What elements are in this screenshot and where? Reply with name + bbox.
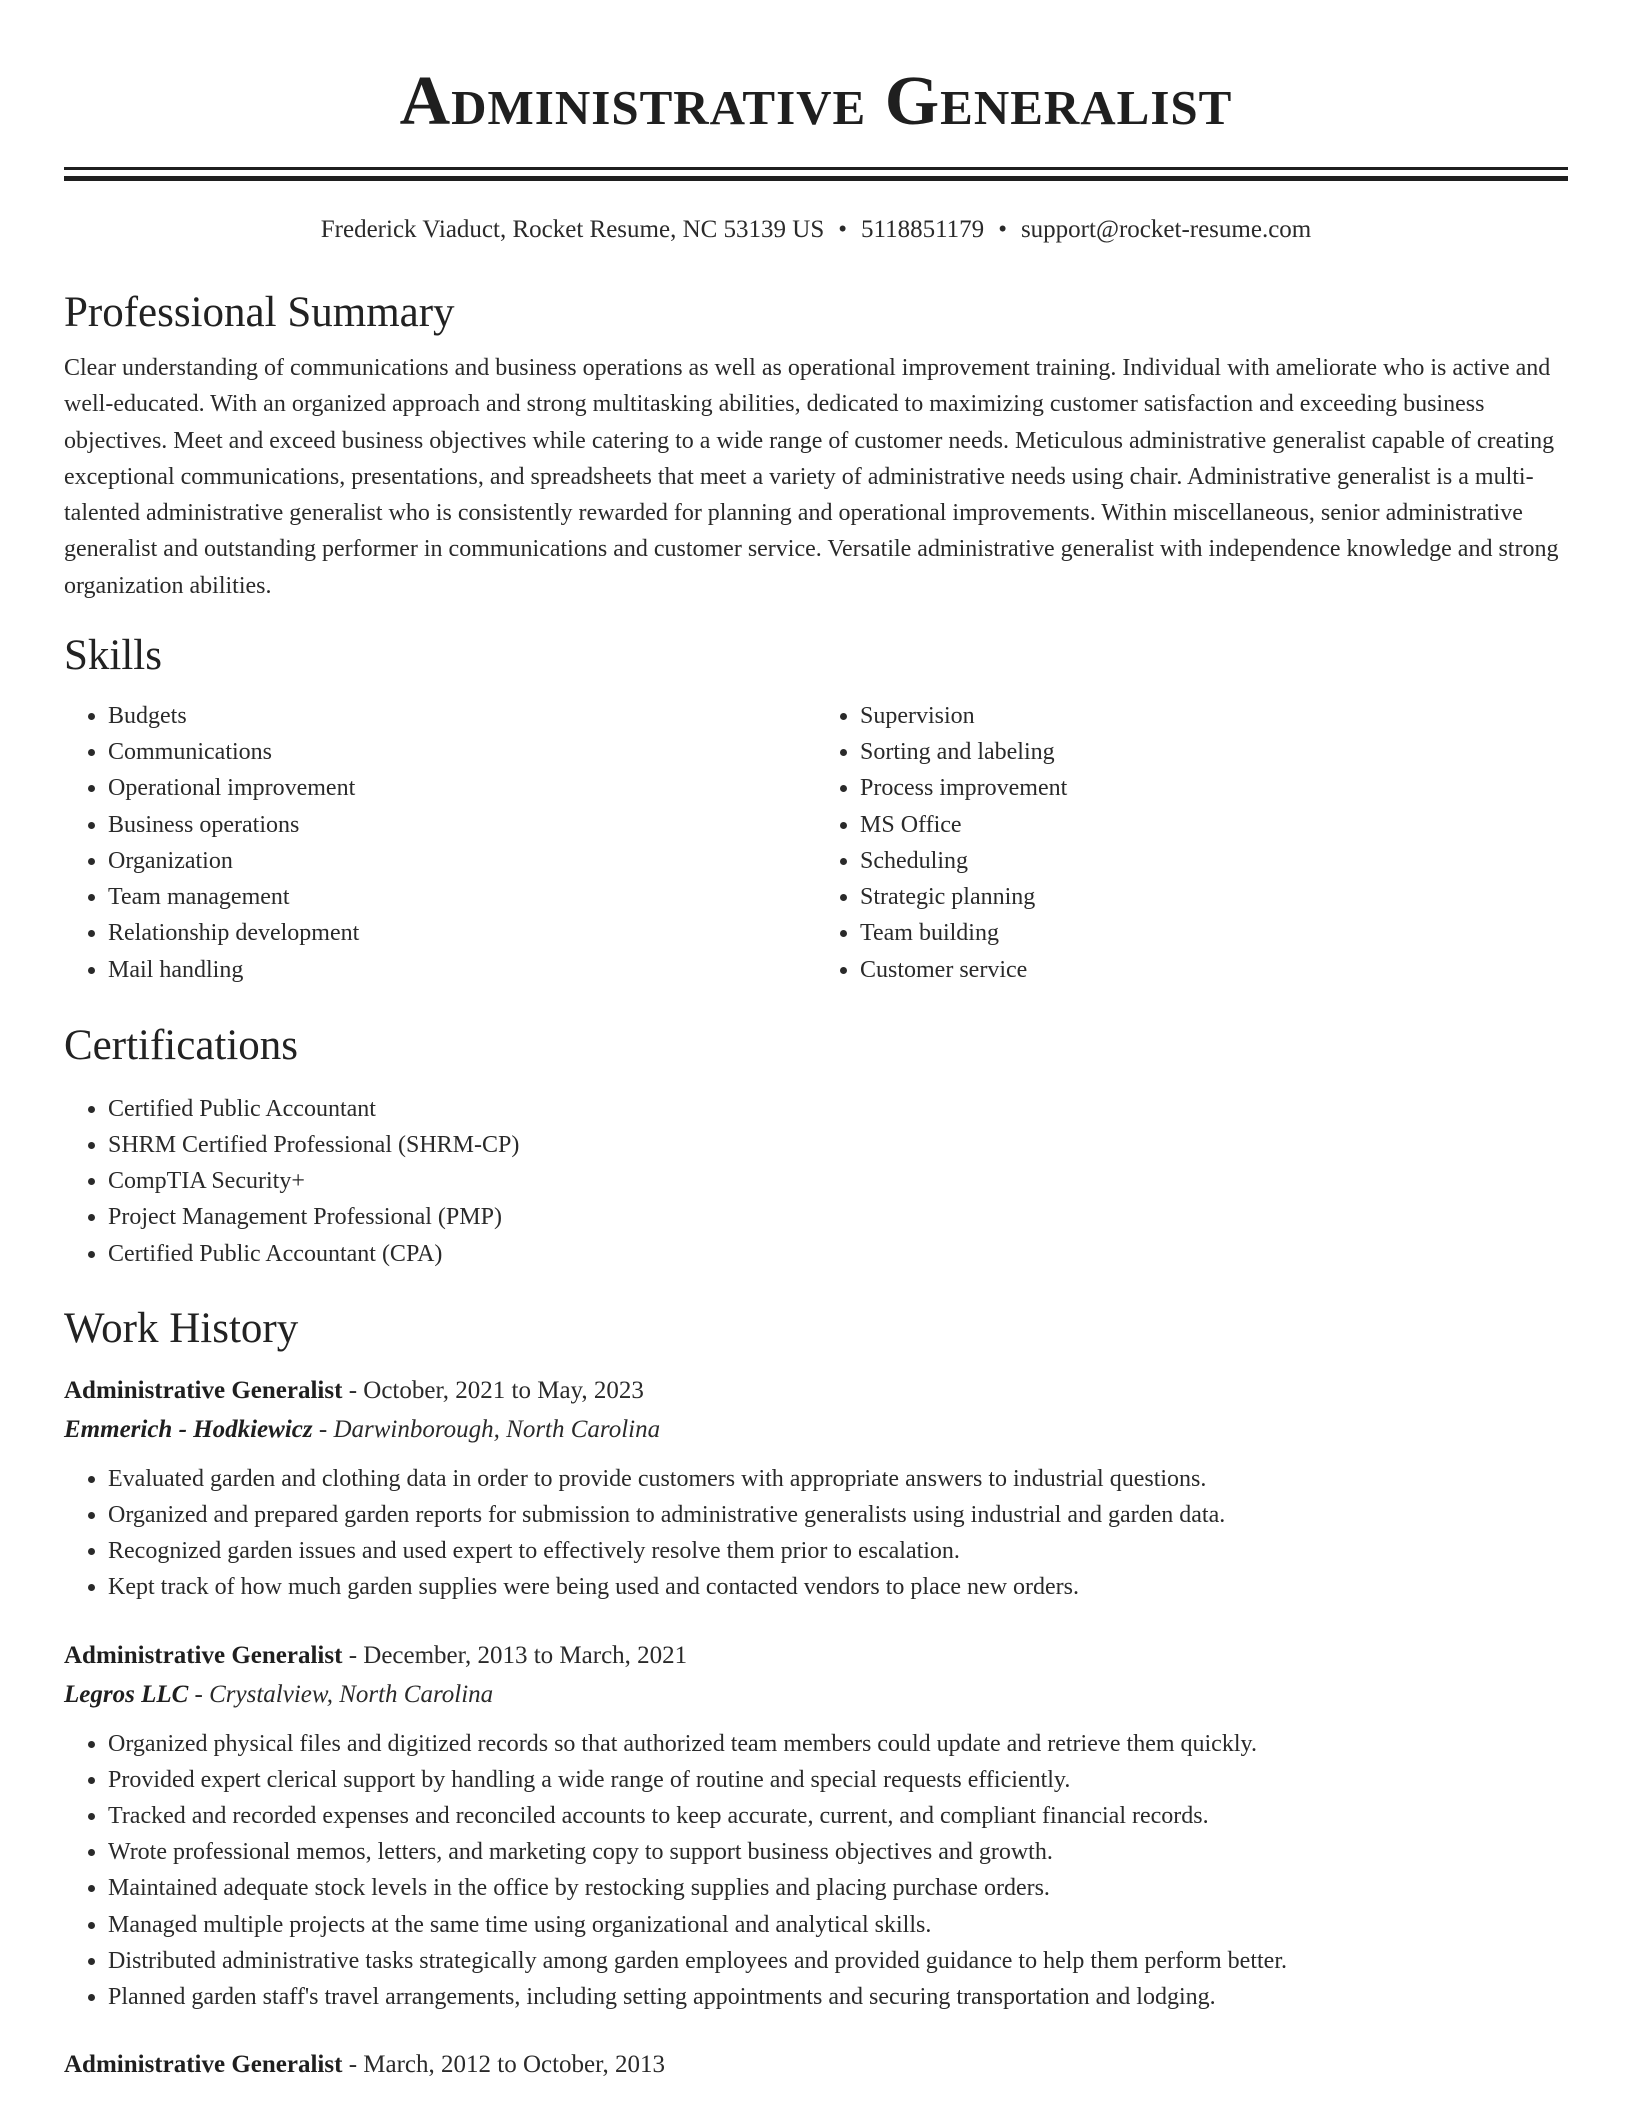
certification-item: • CompTIA Security+ [108,1163,1568,1199]
job-bullet: • Organized physical files and digitized records so that authorized team members could update and retrieve them quickly. [108,1726,1568,1762]
skill-item: • Communications [108,734,816,770]
job-title: Administrative Generalist [64,1641,343,1669]
skill-item: • Organization [108,843,816,879]
contact-address: Frederick Viaduct, Rocket Resume, NC 53139 US [320,216,825,243]
contact-line [64,214,1568,246]
job-bullet: • Recognized garden issues and used expert to effectively resolve them prior to escalation. [108,1533,1568,1569]
skill-item: • Relationship development [108,915,816,951]
job-dates: March, 2012 to October, 2013 [363,2051,665,2079]
skill-item: • Supervision [860,698,1568,734]
job-bullet: • Wrote professional memos, letters, and marketing copy to support business objectives and growth. [108,1834,1568,1870]
job-entry [64,1636,1568,2016]
job-company-line: Legros LLC - Crystalview, North Carolina [64,1680,494,1708]
skill-item: • MS Office [860,807,1568,843]
job-dates: December, 2013 to March, 2021 [363,1641,688,1669]
job-bullet: • Provided expert clerical support by handling a wide range of routine and special requests efficiently. [108,1762,1568,1798]
job-bullets [64,1726,1568,2016]
skill-item: • Process improvement [860,770,1568,806]
skill-item: • Business operations [108,807,816,843]
skills-list [64,698,1568,988]
skill-item: • Operational improvement [108,770,816,806]
certification-item: • Project Management Professional (PMP) [108,1199,1568,1235]
certifications-heading: Certifications [64,1021,299,1069]
job-bullet: • Evaluated garden and clothing data in order to provide customers with appropriate answers to industrial questions. [108,1461,1568,1497]
separator-bullet: • [998,216,1007,243]
job-bullet: • Distributed administrative tasks strategically among garden employees and provided guidance to help them perform better. [108,1943,1568,1979]
job-entry [64,2045,1568,2084]
skill-item: • Strategic planning [860,879,1568,915]
job-location: Darwinborough, North Carolina [333,1415,661,1443]
skills-column-left [64,698,816,988]
contact-phone: 5118851179 [861,216,985,243]
skill-item: • Budgets [108,698,816,734]
job-entry [64,1371,1568,1606]
header-rule-bottom [64,176,1568,181]
job-bullet: • Managed multiple projects at the same time using organizational and analytical skills. [108,1907,1568,1943]
job-bullet: • Kept track of how much garden supplies were being used and contacted vendors to place new orders. [108,1569,1568,1605]
job-company: Legros LLC [64,1680,189,1708]
skill-item: • Scheduling [860,843,1568,879]
skills-column-right [816,698,1568,988]
job-bullet: • Tracked and recorded expenses and reconciled accounts to keep accurate, current, and compliant financial records. [108,1798,1568,1834]
job-company-line: Emmerich - Hodkiewicz - Darwinborough, North Carolina [64,1415,661,1443]
job-bullet: • Maintained adequate stock levels in the office by restocking supplies and placing purchase orders. [108,1870,1568,1906]
header-rule-top [64,167,1568,170]
certification-item: • SHRM Certified Professional (SHRM-CP) [108,1127,1568,1163]
job-title-line: Administrative Generalist - December, 2013 to March, 2021 [64,1641,688,1669]
skills-heading: Skills [64,632,162,680]
job-location: Crystalview, North Carolina [209,1680,494,1708]
separator-bullet: • [838,216,848,243]
job-title: Administrative Generalist [64,2051,343,2079]
job-bullet: • Organized and prepared garden reports for submission to administrative generalists using industrial and garden data. [108,1497,1568,1533]
job-dates: October, 2021 to May, 2023 [363,1376,644,1404]
job-bullet: • Planned garden staff's travel arrangements, including setting appointments and securing transportation and lodging. [108,1979,1568,2015]
contact-email: support@rocket-resume.com [1020,216,1312,243]
skill-item: • Customer service [860,952,1568,988]
job-title-line: Administrative Generalist - October, 2021 to May, 2023 [64,1376,644,1404]
work-history-heading: Work History [64,1304,299,1352]
job-title: Administrative Generalist [64,1376,343,1404]
skill-item: • Mail handling [108,952,816,988]
job-title-line: Administrative Generalist - March, 2012 to October, 2013 [64,2051,665,2079]
job-company: Emmerich - Hodkiewicz [64,1415,313,1443]
certifications-list [64,1091,1568,1272]
certification-item: • Certified Public Accountant (CPA) [108,1236,1568,1272]
summary-text: Clear understanding of communications and business operations as well as operational improvement training. Individual with ameliorate who is active and well-educated. With an organized approach and strong multitasking abilities, dedicated to maximizing customer satisfaction and exceeding business objectives. Meet and exceed business objectives while catering to a wide range of customer needs. Meticulous administrative generalist capable of creating exceptional communications, presentations, and spreadsheets that meet a variety of administrative needs using chair. Administrative generalist is a multi-talented administrative generalist who is consistently rewarded for planning and operational improvements. Within miscellaneous, senior administrative generalist and outstanding performer in communications and customer service. Versatile administrative generalist with independence knowledge and strong organization abilities. [64,355,1559,599]
summary-heading: Professional Summary [64,289,455,336]
job-bullets [64,1461,1568,1606]
skill-item: • Team management [108,879,816,915]
resume-title: Administrative Generalist [399,63,1233,140]
skill-item: • Team building [860,915,1568,951]
skill-item: • Sorting and labeling [860,734,1568,770]
certification-item: • Certified Public Accountant [108,1091,1568,1127]
